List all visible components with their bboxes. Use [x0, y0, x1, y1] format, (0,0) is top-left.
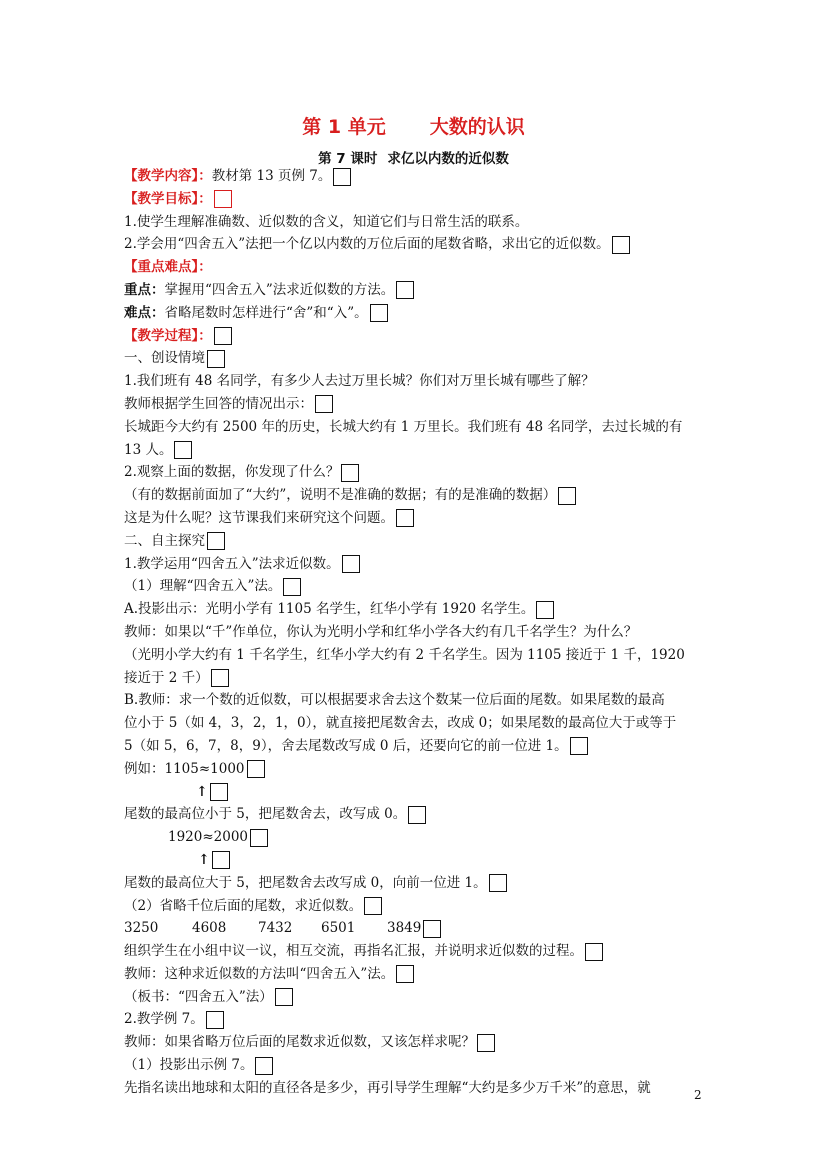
paragraph-16: （板书：“四舍五入”法）: [124, 988, 273, 1005]
answer-box: [612, 236, 630, 254]
process-heading: [124, 325, 704, 348]
arrow-2-line: [124, 849, 704, 872]
goal-heading: [124, 188, 704, 211]
paragraph-19-line: [124, 1054, 704, 1077]
paragraph-1: 1.我们班有 48 名同学，有多少人去过万里长城？你们对万里长城有哪些了解？: [124, 373, 595, 390]
answer-box: [214, 327, 232, 345]
arrow-1-line: [124, 781, 704, 804]
answer-box: [585, 943, 603, 961]
paragraph-8: （1）理解“四舍五入”法。: [124, 578, 282, 595]
answer-box: [206, 1011, 224, 1029]
paragraph-2: 教师根据学生回答的情况出示：: [124, 395, 313, 412]
answer-box: [364, 897, 382, 915]
answer-box: [558, 487, 576, 505]
goal-2: 2.学会用“四舍五入”法把一个亿以内数的万位后面的尾数省略，求出它的近似数。: [124, 236, 610, 253]
answer-box: [211, 669, 229, 687]
paragraph-13-line: [124, 895, 704, 918]
section-2-line: [124, 530, 704, 553]
answer-box: [423, 920, 441, 938]
hard-point-label: 难点：: [124, 304, 165, 321]
unit-number: 第 1 单元: [302, 116, 386, 138]
paragraph-12c-line: [124, 735, 704, 758]
answer-box: [247, 760, 265, 778]
paragraph-11b-line: [124, 667, 704, 690]
answer-box: [255, 1057, 273, 1075]
paragraph-5-line: [124, 484, 704, 507]
answer-box: [370, 304, 388, 322]
paragraph-15-line: [124, 963, 704, 986]
example-1: 1105≈1000: [164, 760, 245, 777]
unit-name: 大数的认识: [429, 116, 525, 138]
paragraph-10: 教师：如果以“千”作单位，你认为光明小学和红华小学各大约有几千名学生？为什么？: [124, 623, 638, 640]
paragraph-11b: 接近于 2 千）: [124, 669, 209, 686]
document-body: [124, 165, 704, 1100]
hard-point-text: 省略尾数时怎样进行“舍”和“入”。: [164, 304, 368, 321]
paragraph-15: 教师：这种求近似数的方法叫“四舍五入”法。: [124, 965, 395, 982]
paragraph-16-line: [124, 986, 704, 1009]
lesson-number: 第 7 课时: [318, 151, 378, 167]
paragraph-17: 2.教学例 7。: [124, 1011, 204, 1028]
example-1-note: 尾数的最高位小于 5，把尾数舍去，改写成 0。: [124, 806, 407, 823]
up-arrow-icon: ↑: [196, 783, 208, 800]
example-2-line: [124, 826, 704, 849]
goal-1: 1.使学生理解准确数、近似数的含义，知道它们与日常生活的联系。: [124, 213, 529, 230]
paragraph-9-line: [124, 598, 704, 621]
paragraph-6-line: [124, 507, 704, 530]
answer-box: [207, 350, 225, 368]
number-item: 7432: [258, 920, 293, 937]
example-2: 1920≈2000: [168, 829, 249, 846]
number-item: 4608: [192, 920, 227, 937]
number-item: 3849: [387, 920, 422, 937]
answer-box: [489, 874, 507, 892]
number-item: 6501: [321, 920, 356, 937]
goal-2-line: [124, 233, 704, 256]
paragraph-2-line: [124, 393, 704, 416]
answer-box: [408, 806, 426, 824]
section-1-line: [124, 347, 704, 370]
answer-box: [396, 281, 414, 299]
paragraph-19: （1）投影出示例 7。: [124, 1057, 254, 1074]
answer-box: [341, 464, 359, 482]
paragraph-12a: B.教师：求一个数的近似数，可以根据要求舍去这个数某一位后面的尾数。如果尾数的最高: [124, 692, 665, 709]
example-1-note-line: [124, 803, 704, 826]
section-1: 一、创设情境: [124, 350, 205, 367]
content-line: [124, 165, 704, 188]
paragraph-6: 这是为什么呢？这节课我们来研究这个问题。: [124, 509, 394, 526]
number-item: 3250: [124, 920, 159, 937]
answer-box: [174, 441, 192, 459]
process-label: 【教学过程】：: [124, 327, 212, 344]
paragraph-7: 1.教学运用“四舍五入”法求近似数。: [124, 555, 340, 572]
answer-box: [342, 555, 360, 573]
paragraph-3b-line: [124, 439, 704, 462]
answer-box: [275, 988, 293, 1006]
paragraph-4: 2.观察上面的数据，你发现了什么？: [124, 464, 340, 481]
page-number: 2: [694, 1088, 702, 1102]
paragraph-4-line: [124, 461, 704, 484]
goal-label: 【教学目标】：: [124, 190, 212, 207]
example-1-line: [124, 758, 704, 781]
paragraph-5: （有的数据前面加了“大约”，说明不是准确的数据；有的是准确的数据）: [124, 487, 557, 504]
example-prefix: 例如：: [124, 760, 165, 777]
answer-box: [212, 851, 230, 869]
paragraph-11a: （光明小学大约有 1 千名学生，红华小学大约有 2 千名学生。因为 1105 接近于 1 千，1920: [124, 646, 685, 663]
key-point-text: 掌握用“四舍五入”法求近似数的方法。: [164, 281, 395, 298]
answer-box: [570, 737, 588, 755]
answer-box: [396, 509, 414, 527]
answer-box: [536, 601, 554, 619]
example-2-note-line: [124, 872, 704, 895]
key-point-line: [124, 279, 704, 302]
paragraph-7-line: [124, 553, 704, 576]
unit-title: [0, 112, 827, 139]
numbers-line: [124, 917, 704, 940]
paragraph-18: 教师：如果省略万位后面的尾数求近似数，又该怎样求呢？: [124, 1034, 475, 1051]
answer-box: [214, 190, 232, 208]
paragraph-14: 组织学生在小组中议一议，相互交流，再指名汇报，并说明求近似数的过程。: [124, 943, 583, 960]
paragraph-20: 先指名读出地球和太阳的直径各是多少，再引导学生理解“大约是多少万千米”的意思，就: [124, 1079, 651, 1096]
answer-box: [210, 783, 228, 801]
example-2-note: 尾数的最高位大于 5，把尾数舍去改写成 0，向前一位进 1。: [124, 874, 487, 891]
paragraph-12c: 5（如 5，6，7，8，9），舍去尾数改写成 0 后，还要向它的前一位进 1。: [124, 737, 568, 754]
answer-box: [283, 578, 301, 596]
section-2: 二、自主探究: [124, 532, 205, 549]
key-label: 【重点难点】：: [124, 259, 212, 276]
content-text: 教材第 13 页例 7。: [211, 168, 332, 184]
key-heading: [124, 256, 704, 279]
answer-box: [333, 168, 351, 186]
paragraph-14-line: [124, 940, 704, 963]
answer-box: [477, 1034, 495, 1052]
paragraph-12b: 位小于 5（如 4，3，2，1，0），就直接把尾数舍去，改成 0；如果尾数的最高位大于或等于: [124, 715, 677, 732]
answer-box: [250, 829, 268, 847]
lesson-topic: 求亿以内数的近似数: [387, 151, 509, 167]
paragraph-3b: 13 人。: [124, 441, 173, 458]
answer-box: [315, 395, 333, 413]
up-arrow-icon: ↑: [198, 851, 210, 868]
key-point-label: 重点：: [124, 281, 165, 298]
answer-box: [207, 532, 225, 550]
content-label: 【教学内容】：: [124, 168, 212, 184]
paragraph-8-line: [124, 575, 704, 598]
paragraph-3a: 长城距今大约有 2500 年的历史，长城大约有 1 万里长。我们班有 48 名同学，去过长城的有: [124, 418, 683, 435]
answer-box: [396, 965, 414, 983]
hard-point-line: [124, 302, 704, 325]
paragraph-9: A.投影出示：光明小学有 1105 名学生，红华小学有 1920 名学生。: [124, 601, 535, 618]
paragraph-18-line: [124, 1031, 704, 1054]
lesson-title: [0, 147, 827, 167]
paragraph-13: （2）省略千位后面的尾数，求近似数。: [124, 897, 363, 914]
paragraph-17-line: [124, 1008, 704, 1031]
